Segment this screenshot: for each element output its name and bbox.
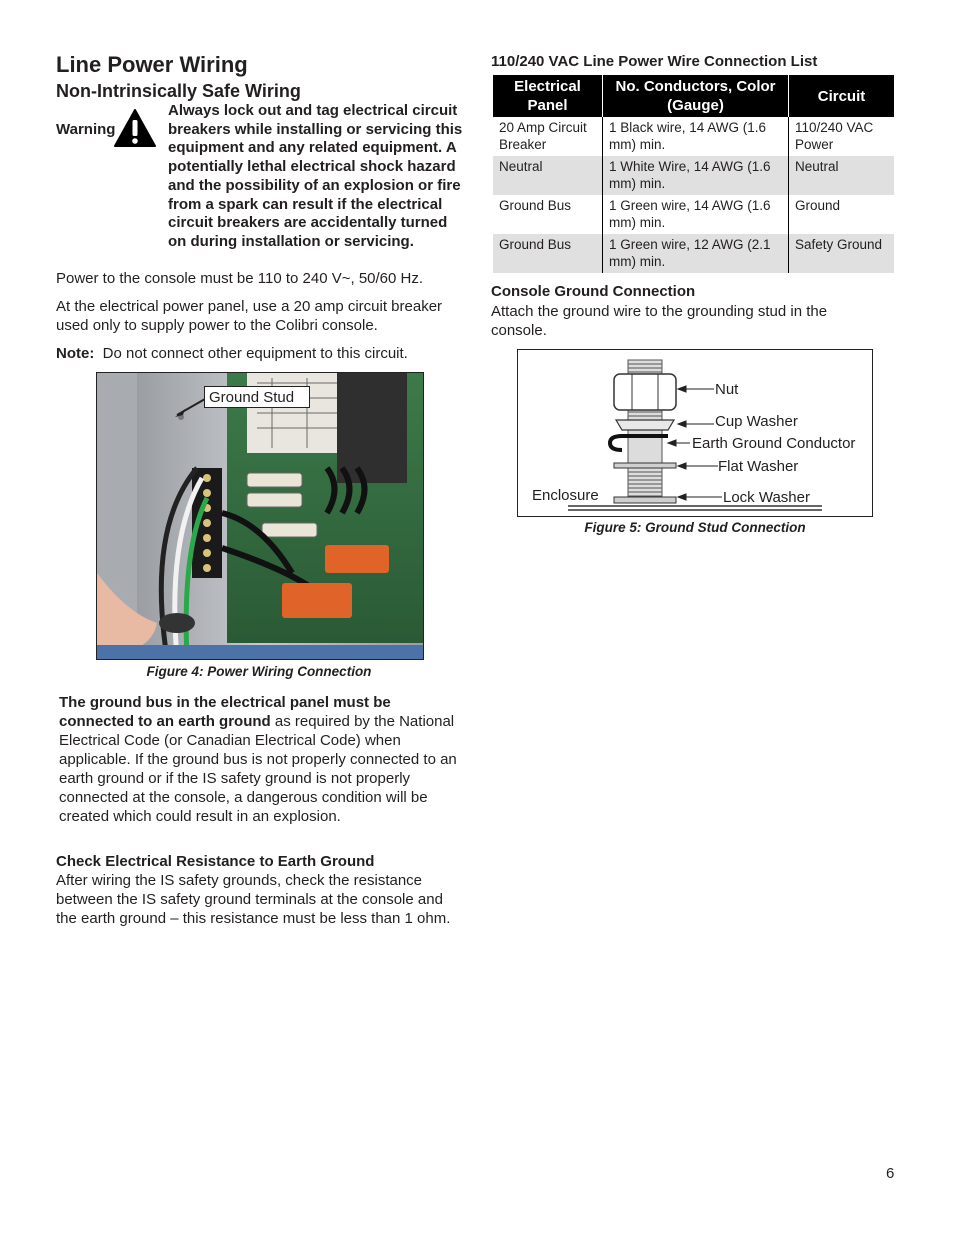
table-row [493,195,894,234]
ground-bus-paragraph [59,693,459,826]
label-enclosure: Enclosure [532,487,599,504]
label-earth-ground-conductor: Earth Ground Conductor [692,435,856,452]
power-wiring-illustration [97,373,423,659]
header-electrical-panel: Electrical Panel [493,75,603,117]
warning-label: Warning [56,121,116,138]
page-number: 6 [886,1165,895,1182]
table-cell: 20 Amp Circuit Breaker [499,120,587,152]
table-cell: Ground [789,195,895,234]
console-ground-title: Console Ground Connection [491,283,696,300]
label-nut: Nut [715,381,739,398]
ground-stud-diagram [517,349,873,517]
table-row [493,234,894,273]
table-cell: 1 White Wire, 14 AWG (1.6 mm) min. [603,156,789,195]
warning-triangle-icon [113,108,157,148]
panel-breaker-text: At the electrical power panel, use a 20 amp circuit breaker used only to supply power to the Colibri console. [56,298,443,334]
figure4-caption: Figure 4: Power Wiring Connection [146,664,372,679]
table-row [493,156,894,195]
table-cell: 1 Black wire, 14 AWG (1.6 mm) min. [603,117,789,156]
table-cell: Safety Ground [789,234,895,273]
note-text: Do not connect other equipment to this circuit. [102,345,408,362]
power-wiring-photo [96,372,424,660]
ground-stud-callout: Ground Stud [204,386,310,408]
label-cup-washer: Cup Washer [715,413,798,430]
note-label: Note: [56,345,95,362]
table-cell: 110/240 VAC Power [789,117,895,156]
table-row [493,117,894,156]
header-circuit: Circuit [789,75,895,117]
page-title: Line Power Wiring [56,52,248,77]
table-title: 110/240 VAC Line Power Wire Connection List [491,53,818,70]
warning-text: Always lock out and tag electrical circuit breakers while installing or servicing this equipment and any related equipment. A potentially lethal electrical shock hazard and the possibility of an explosion or fire from a spark can result if the electrical circuit breakers are accidentally turned on during installation or servicing. [168,102,463,250]
note [56,344,466,363]
console-ground-text: Attach the ground wire to the grounding stud in the console. [491,303,828,339]
power-requirement-text: Power to the console must be 110 to 240 V~, 50/60 Hz. [56,270,424,287]
check-resistance-title: Check Electrical Resistance to Earth Ground [56,853,375,870]
table-header-row [493,75,894,117]
label-flat-washer: Flat Washer [718,458,799,475]
table-cell: 1 Green wire, 12 AWG (2.1 mm) min. [603,234,789,273]
table-cell: Ground Bus [499,198,572,213]
table-cell: Neutral [789,156,895,195]
ground-bus-bold-text: The ground bus in the electrical panel must be connected to an earth ground [59,694,391,730]
header-conductors: No. Conductors, Color (Gauge) [603,75,789,117]
table-cell: Ground Bus [493,234,603,273]
table-cell: Neutral [493,156,603,195]
section-subtitle: Non-Intrinsically Safe Wiring [56,81,301,101]
wire-connection-table [493,75,894,273]
check-resistance-text: After wiring the IS safety grounds, check the resistance between the IS safety ground terminals at the console and the earth ground – this resistance must be less than 1 ohm. [56,872,451,927]
label-lock-washer: Lock Washer [723,489,810,506]
ground-bus-text: as required by the National Electrical Code (or Canadian Electrical Code) when applicable. If the ground bus is not properly connected to an earth ground or if the IS safety ground is not properly connected at the console, a dangerous condition will be created which could result in an explosion. [59,713,457,825]
figure5-caption: Figure 5: Ground Stud Connection [584,520,806,535]
table-cell: 1 Green wire, 14 AWG (1.6 mm) min. [603,195,789,234]
